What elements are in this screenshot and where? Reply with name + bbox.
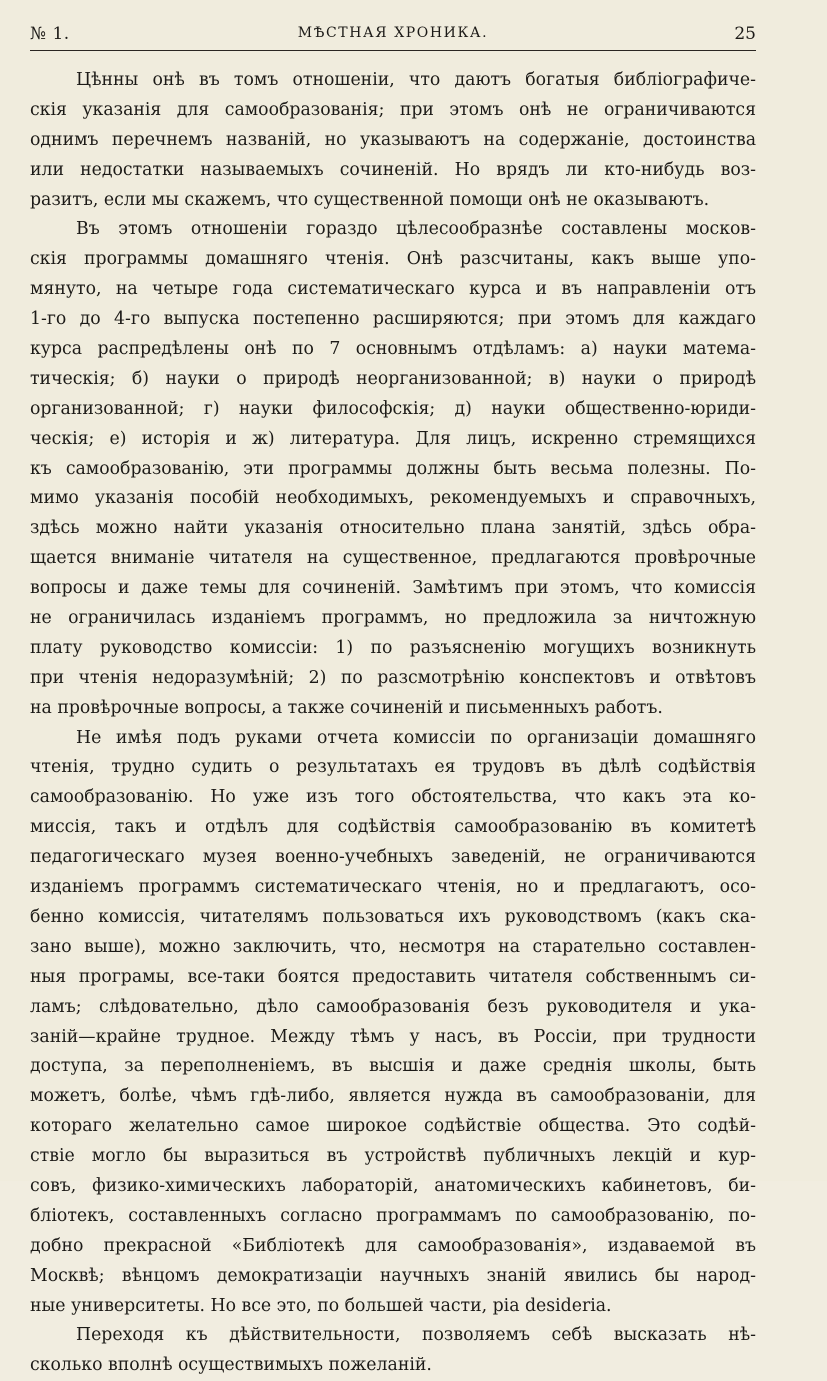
- text-line: ныя програмы, все-таки боятся предоставить читателя собственнымъ си-: [30, 966, 756, 987]
- text-line: ламъ; слѣдовательно, дѣло самообразованія безъ руководителя и ука-: [30, 996, 756, 1017]
- text-line: плату руководство комиссіи: 1) по разъясненію могущихъ возникнуть: [30, 637, 756, 658]
- text-line: при чтенія недоразумѣній; 2) по разсмотрѣнію конспектовъ и отвѣтовъ: [30, 667, 756, 688]
- text-line: щается вниманіе читателя на существенное, предлагаются провѣрочные: [30, 548, 756, 569]
- issue-number: № 1.: [30, 24, 70, 44]
- text-line: здѣсь можно найти указанія относительно плана занятій, здѣсь обра-: [30, 518, 756, 539]
- text-line: Въ этомъ отношеніи гораздо цѣлесообразнѣе составлены москов-: [76, 219, 756, 240]
- text-line: доступа, за переполненіемъ, въ высшія и даже среднія школы, быть: [30, 1056, 756, 1077]
- text-line: Переходя къ дѣйствительности, позволяемъ себѣ высказать нѣ-: [76, 1325, 756, 1346]
- text-line: ческія; е) исторія и ж) литература. Для лицъ, искренно стремящихся: [30, 428, 756, 449]
- text-line: скія программы домашняго чтенія. Онѣ разсчитаны, какъ выше упо-: [30, 249, 756, 270]
- header-rule: [30, 50, 756, 51]
- text-line: совъ, физико-химическихъ лабораторій, анатомическихъ кабинетовъ, би-: [30, 1175, 756, 1196]
- text-line: бенно комиссія, читателямъ пользоваться ихъ руководствомъ (какъ ска-: [30, 906, 756, 927]
- text-line: или недостатки называемыхъ сочиненій. Но врядъ ли кто-нибудь воз-: [30, 159, 756, 180]
- text-line: 1-го до 4-го выпуска постепенно расширяются; при этомъ для каждаго: [30, 309, 756, 330]
- text-line: Цѣнны онѣ въ томъ отношеніи, что даютъ богатыя библіографиче-: [76, 70, 756, 90]
- text-line: педагогическаго музея военно-учебныхъ заведеній, не ограничиваются: [30, 847, 756, 868]
- text-line: организованной; г) науки философскія; д) науки общественно-юриди-: [30, 398, 756, 419]
- body-text: [30, 66, 756, 1381]
- text-line: разитъ, если мы скажемъ, что существенной помощи онѣ не оказываютъ.: [30, 189, 710, 210]
- text-line: къ самообразованію, эти программы должны быть весьма полезны. По-: [30, 458, 756, 479]
- text-line: миссія, такъ и отдѣлъ для содѣйствія самообразованію въ комитетѣ: [30, 817, 756, 838]
- text-line: котораго желательно самое широкое содѣйствіе общества. Это содѣй-: [30, 1116, 756, 1137]
- text-line: однимъ перечнемъ названій, но указываютъ на содержаніе, достоинства: [30, 129, 756, 150]
- text-line: зано выше), можно заключить, что, несмотря на старательно составлен-: [30, 936, 756, 957]
- text-line: изданіемъ программъ систематическаго чтенія, но и предлагаютъ, осо-: [30, 877, 756, 898]
- text-line: тическія; б) науки о природѣ неорганизованной; в) науки о природѣ: [30, 368, 756, 389]
- text-line: на провѣрочные вопросы, а также сочиненій и письменныхъ работъ.: [30, 697, 663, 718]
- text-line: курса распредѣлены онѣ по 7 основнымъ отдѣламъ: а) науки матема-: [30, 339, 756, 360]
- text-line: Москвѣ; вѣнцомъ демократизаціи научныхъ знаній явились бы народ-: [30, 1265, 756, 1286]
- text-line: не ограничилась изданіемъ программъ, но предложила за ничтожную: [30, 608, 756, 629]
- text-line: ствіе могло бы выразиться въ устройствѣ публичныхъ лекцій и кур-: [30, 1146, 756, 1167]
- running-header: [30, 22, 756, 48]
- text-line: заній—крайне трудное. Между тѣмъ у насъ, въ Россіи, при трудности: [30, 1026, 756, 1047]
- text-line: скія указанія для самообразованія; при этомъ онѣ не ограничиваются: [30, 99, 756, 120]
- text-line: Не имѣя подъ руками отчета комиссіи по организаціи домашняго: [76, 727, 756, 748]
- page-number: 25: [734, 24, 756, 44]
- text-line: вопросы и даже темы для сочиненій. Замѣтимъ при этомъ, что комиссія: [30, 578, 756, 599]
- text-line: чтенія, трудно судить о результатахъ ея трудовъ въ дѣлѣ содѣйствія: [30, 757, 756, 778]
- text-line: бліотекъ, составленныхъ согласно программамъ по самообразованію, по-: [30, 1205, 756, 1226]
- text-line: мянуто, на четыре года систематическаго курса и въ направленіи отъ: [30, 279, 756, 300]
- text-line: сколько вполнѣ осуществимыхъ пожеланій.: [30, 1355, 432, 1376]
- text-line: самообразованію. Но уже изъ того обстоятельства, что какъ эта ко-: [30, 787, 756, 808]
- section-title: МѢСТНАЯ ХРОНИКА.: [297, 25, 489, 41]
- text-line: мимо указанія пособій необходимыхъ, рекомендуемыхъ и справочныхъ,: [30, 488, 756, 509]
- text-line: добно прекрасной «Библіотекѣ для самообразованія», издаваемой въ: [30, 1235, 756, 1256]
- text-line: можетъ, болѣе, чѣмъ гдѣ-либо, является нужда въ самообразованіи, для: [30, 1086, 756, 1107]
- text-line: ные университеты. Но все это, по большей части, pia desideria.: [30, 1295, 612, 1316]
